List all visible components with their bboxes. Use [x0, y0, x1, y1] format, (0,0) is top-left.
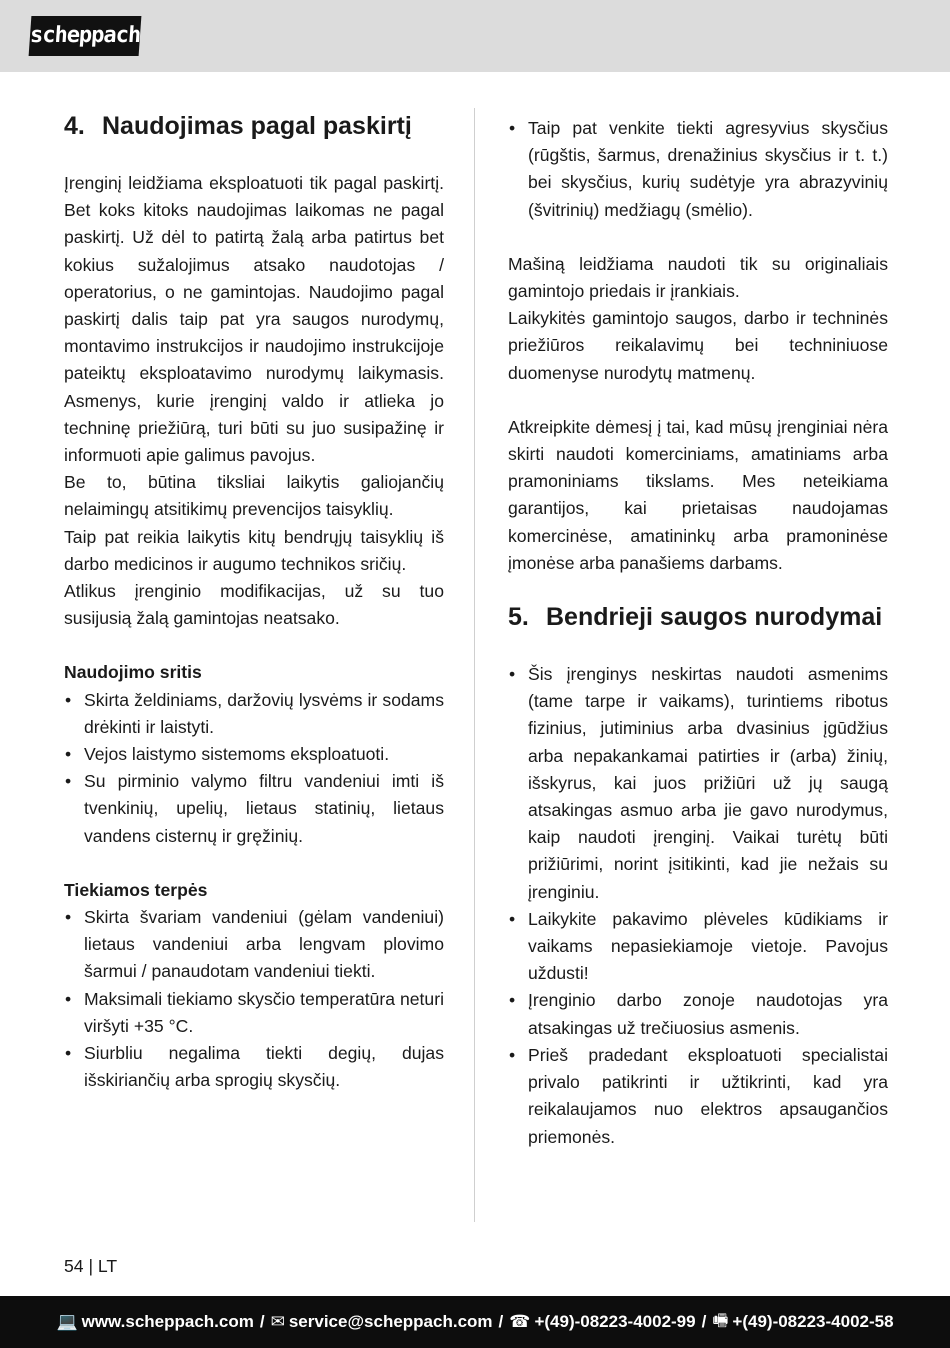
phone-icon: ☎	[509, 1312, 531, 1331]
media-subheading: Tiekiamos terpės	[64, 879, 208, 900]
header-band	[0, 0, 950, 72]
safety-list-item: • Įrenginio darbo zonoje naudotojas yra atsakingas už trečiuosius asmenis.	[508, 987, 888, 1041]
footer-website-link[interactable]: www.scheppach.com	[81, 1312, 254, 1331]
safety-list-item: • Šis įrenginys neskirtas naudoti asmenims (tame tarpe ir vaikams), turintiems ribotus fizinius, jutiminius arba dvasinius įgūdžius arba nepakankamai patirties ir (arba) žinių, išskyrus, kai juos prižiūri už jų saugą atsakingas asmuo arba jie gavo nurodymus, kaip naudoti įrenginį. Vaikai turėtų būti prižiūrimi, norint įsitikinti, kad jie nežais su įrenginiu.	[508, 661, 888, 906]
continued-list	[508, 115, 888, 224]
section-5-title: Bendrieji saugos nurodymai	[546, 603, 883, 632]
section-4-number: 4.	[64, 112, 85, 140]
intro-paragraph-3: Taip pat reikia laikytis kitų bendrųjų taisyklių iš darbo medicinos ir augumo technikos sričių.	[64, 526, 444, 574]
footer-phone: +(49)-08223-4002-99	[534, 1312, 696, 1331]
intro-paragraph-4: Atlikus įrenginio modifikacijas, už su tuo susijusią žalą gamintojas neatsako.	[64, 581, 444, 629]
fax-icon: 🖷	[712, 1310, 729, 1330]
footer-separator: /	[701, 1312, 707, 1331]
intro-paragraph-2: Be to, būtina tiksliai laikytis galiojančių nelaimingų atsitikimų prevencijos taisyklių.	[64, 472, 444, 520]
usage-list-item: • Su pirminio valymo filtru vandeniui imti iš tvenkinių, upelių, lietaus statinių, lietaus vandens cisternų ir gręžinių.	[64, 768, 444, 850]
continued-list-item: • Taip pat venkite tiekti agresyvius skysčius (rūgštis, šarmus, drenažinius skysčius ir t. t.) bei skysčius, kurių sudėtyje yra abrazyvinių (švitrinių) medžiagų (smėlio).	[508, 115, 888, 224]
section-4-title: Naudojimas pagal paskirtį	[102, 112, 412, 140]
computer-icon: 💻	[56, 1312, 78, 1331]
footer-separator: /	[498, 1312, 504, 1331]
safety-list-item: • Laikykite pakavimo plėveles kūdikiams ir vaikams nepasiekiamoje vietoje. Pavojus uždusti!	[508, 906, 888, 988]
media-list-item: • Maksimali tiekiamo skysčio temperatūra neturi viršyti +35 °C.	[64, 986, 444, 1040]
footer-email-link[interactable]: service@scheppach.com	[288, 1312, 493, 1331]
envelope-icon: ✉	[270, 1312, 285, 1331]
usage-list	[64, 687, 444, 850]
footer-fax: +(49)-08223-4002-58	[732, 1312, 894, 1331]
media-list-item: • Skirta švariam vandeniui (gėlam vandeniui) lietaus vandeniui arba lengvam plovimo šarmui / panaudotam vandeniui tiekti.	[64, 904, 444, 986]
usage-list-item: • Vejos laistymo sistemoms eksploatuoti.	[64, 741, 444, 768]
section-4-heading	[64, 112, 444, 140]
safety-list	[508, 661, 888, 1151]
section-5-number: 5.	[508, 603, 529, 632]
column-divider	[474, 108, 475, 1222]
section-5-heading	[508, 603, 888, 631]
scheppach-logo: scheppach	[29, 16, 142, 56]
accessories-paragraph: Mašiną leidžiama naudoti tik su originaliais gamintojo priedais ir įrankiais.	[508, 253, 888, 302]
right-column	[508, 115, 888, 1151]
media-list	[64, 904, 444, 1094]
page-number: 54 | LT	[64, 1256, 118, 1276]
maintenance-paragraph: Laikykitės gamintojo saugos, darbo ir techninės priežiūros reikalavimų bei techniniuose duomenyse nurodytų matmenų.	[508, 308, 888, 383]
intro-paragraph-1: Įrenginį leidžiama eksploatuoti tik pagal paskirtį. Bet koks kitoks naudojimas laikomas ne pagal paskirtį. Už dėl to patirtą žalą arba patirtus bet kokius sužalojimus atsako naudotojas / operatorius, o ne gamintojas. Naudojimo pagal paskirtį dalis taip pat yra saugos nurodymų, montavimo instrukcijos ir naudojimo instrukcijoje pateiktų eksploatavimo nurodymų laikymasis. Asmenys, kurie įrenginį valdo ir atlieka jo techninę priežiūrą, turi būti su juo susipažinę ir informuoti apie galimus pavojus.	[64, 173, 444, 466]
footer-bar	[0, 1296, 950, 1348]
safety-list-item: • Prieš pradedant eksploatuoti specialistai privalo patikrinti ir užtikrinti, kad yra reikalaujamos nuo elektros apsaugančios priemonės.	[508, 1042, 888, 1151]
footer-separator: /	[259, 1312, 265, 1331]
media-list-item: • Siurbliu negalima tiekti degių, dujas išskiriančių arba sprogių skysčių.	[64, 1040, 444, 1094]
commercial-use-paragraph: Atkreipkite dėmesį į tai, kad mūsų įrenginiai nėra skirti naudoti komerciniams, amatiniams arba pramoniniams tikslams. Mes neteikiama garantijos, kai prietaisas naudojamas komercinėse, amatininkų arba pramoninėse įmonėse arba panašiems darbams.	[508, 416, 888, 573]
left-column	[64, 112, 444, 1095]
usage-subheading: Naudojimo sritis	[64, 662, 202, 683]
usage-list-item: • Skirta želdiniams, daržovių lysvėms ir sodams drėkinti ir laistyti.	[64, 687, 444, 741]
